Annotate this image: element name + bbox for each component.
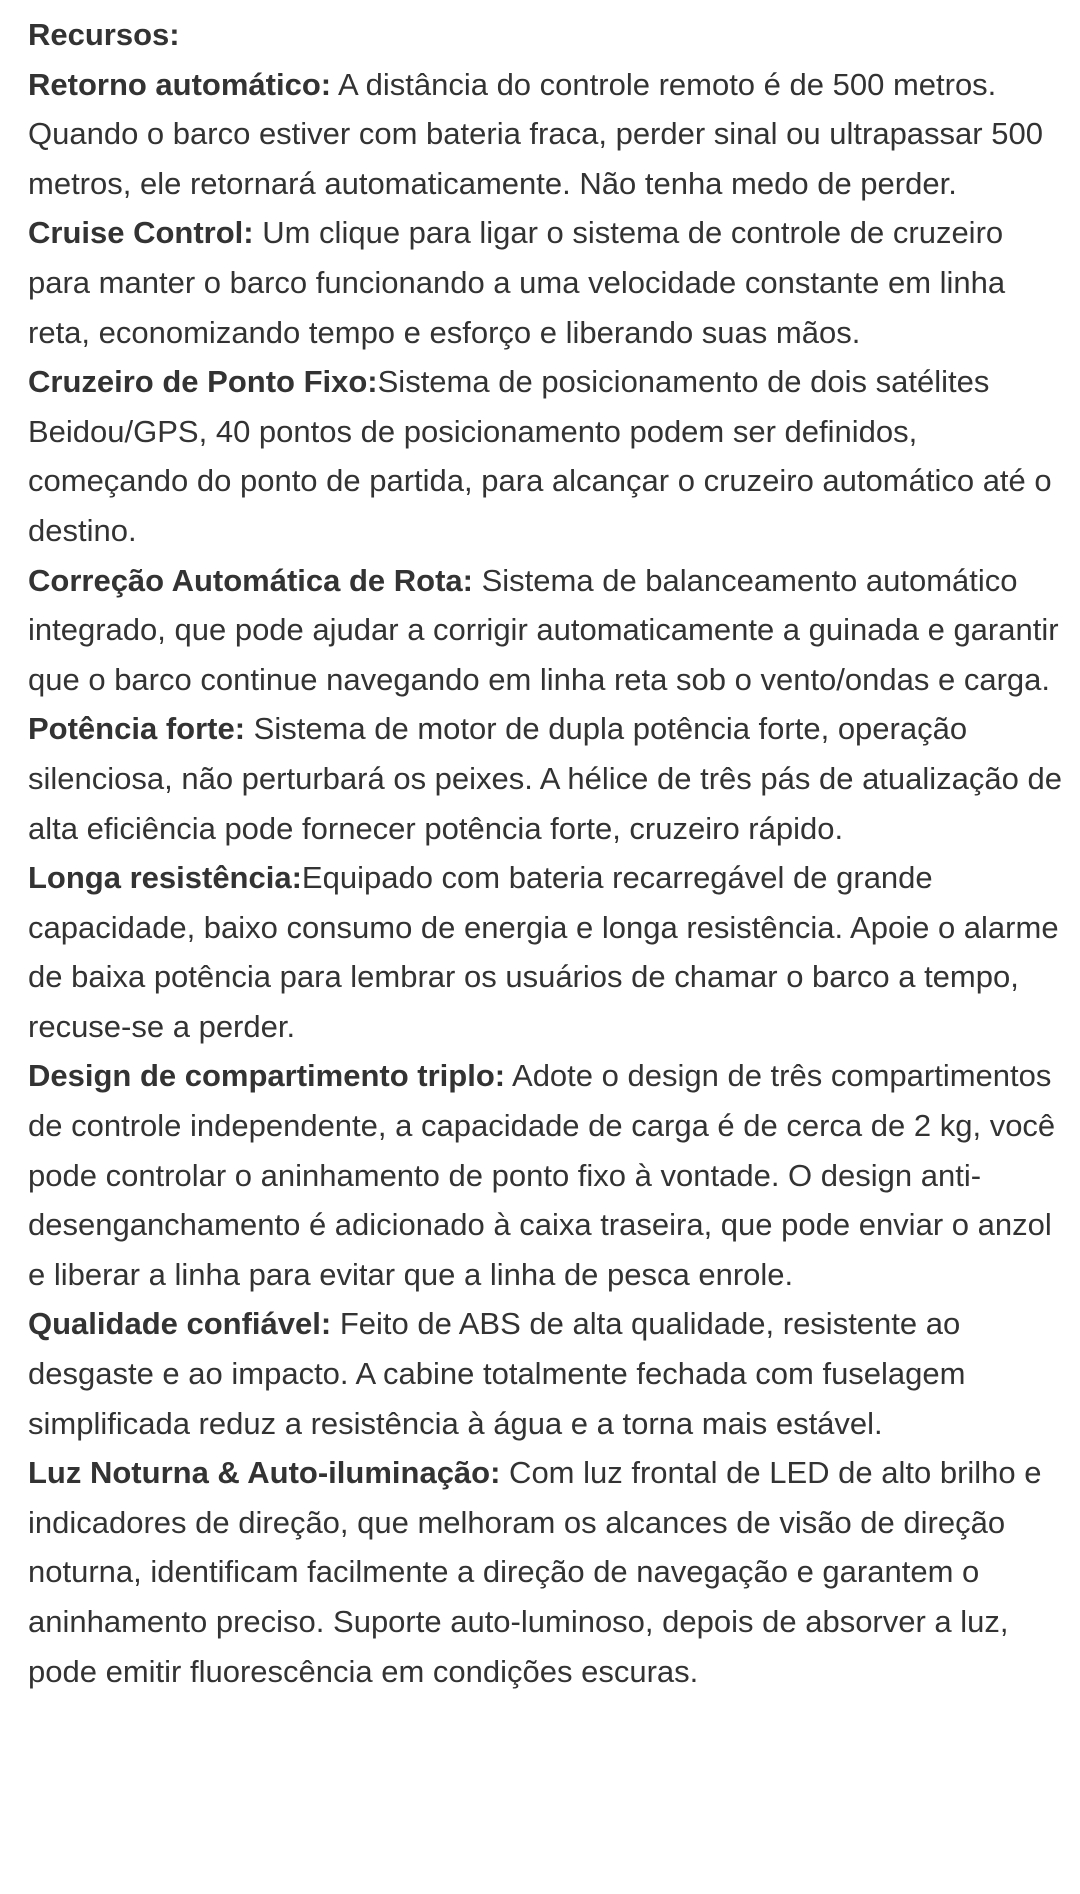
feature-triple-compartment [28, 1051, 1068, 1299]
feature-text: Um clique para ligar o sistema de controle de cruzeiro para manter o barco funcionando a uma velocidade constante em linha reta, economizando tempo e esforço e liberando suas mãos. [28, 215, 1006, 350]
section-heading: Recursos: [28, 17, 180, 52]
feature-title: Retorno automático: [28, 66, 332, 102]
feature-text: Feito de ABS de alta qualidade, resistente ao desgaste e ao impacto. A cabine totalmente fechada com fuselagem simplificada reduz a resistência à água e a torna mais estável. [28, 1306, 966, 1441]
feature-title: Luz Noturna & Auto-iluminação: [28, 1455, 501, 1491]
feature-title: Correção Automática de Rota: [28, 562, 473, 598]
feature-long-endurance [28, 853, 1068, 1051]
feature-route-correction [28, 556, 1068, 705]
feature-title: Design de compartimento triplo: [28, 1058, 506, 1094]
feature-strong-power [28, 704, 1068, 853]
feature-fixed-point-cruise [28, 357, 1068, 555]
features-section [28, 10, 1068, 1696]
feature-text: Sistema de posicionamento de dois satélites Beidou/GPS, 40 pontos de posicionamento podem ser definidos, começando do ponto de partida, para alcançar o cruzeiro automático até o destino. [28, 364, 1052, 548]
feature-reliable-quality [28, 1299, 1068, 1448]
feature-text: A distância do controle remoto é de 500 metros. Quando o barco estiver com bateria fraca, perder sinal ou ultrapassar 500 metros, ele retornará automaticamente. Não tenha medo de perder. [28, 66, 1043, 201]
feature-night-light [28, 1448, 1068, 1696]
feature-cruise-control [28, 208, 1068, 357]
feature-title: Cruise Control: [28, 215, 254, 251]
feature-automatic-return [28, 60, 1068, 209]
feature-title: Potência forte: [28, 711, 246, 747]
feature-text: Sistema de motor de dupla potência forte, operação silenciosa, não perturbará os peixes. A hélice de três pás de atualização de alta eficiência pode fornecer potência forte, cruzeiro rápido. [28, 711, 1062, 846]
feature-title: Cruzeiro de Ponto Fixo: [28, 364, 378, 400]
feature-text: Com luz frontal de LED de alto brilho e indicadores de direção, que melhoram os alcances de visão de direção noturna, identificam facilmente a direção de navegação e garantem o aninhamento preciso. Suporte auto-luminoso, depois de absorver a luz, pode emitir fluorescência em condições escuras. [28, 1455, 1042, 1689]
feature-text: Equipado com bateria recarregável de grande capacidade, baixo consumo de energia e longa resistência. Apoie o alarme de baixa potência para lembrar os usuários de chamar o barco a tempo, recuse-se a perder. [28, 860, 1059, 1044]
feature-text: Adote o design de três compartimentos de controle independente, a capacidade de carga é de cerca de 2 kg, você pode controlar o aninhamento de ponto fixo à vontade. O design anti-desenganchamento é adicionado à caixa traseira, que pode enviar o anzol e liberar a linha para evitar que a linha de pesca enrole. [28, 1058, 1056, 1292]
feature-title: Longa resistência: [28, 860, 302, 896]
feature-title: Qualidade confiável: [28, 1306, 332, 1342]
feature-text: Sistema de balanceamento automático integrado, que pode ajudar a corrigir automaticamente a guinada e garantir que o barco continue navegando em linha reta sob o vento/ondas e carga. [28, 562, 1059, 697]
